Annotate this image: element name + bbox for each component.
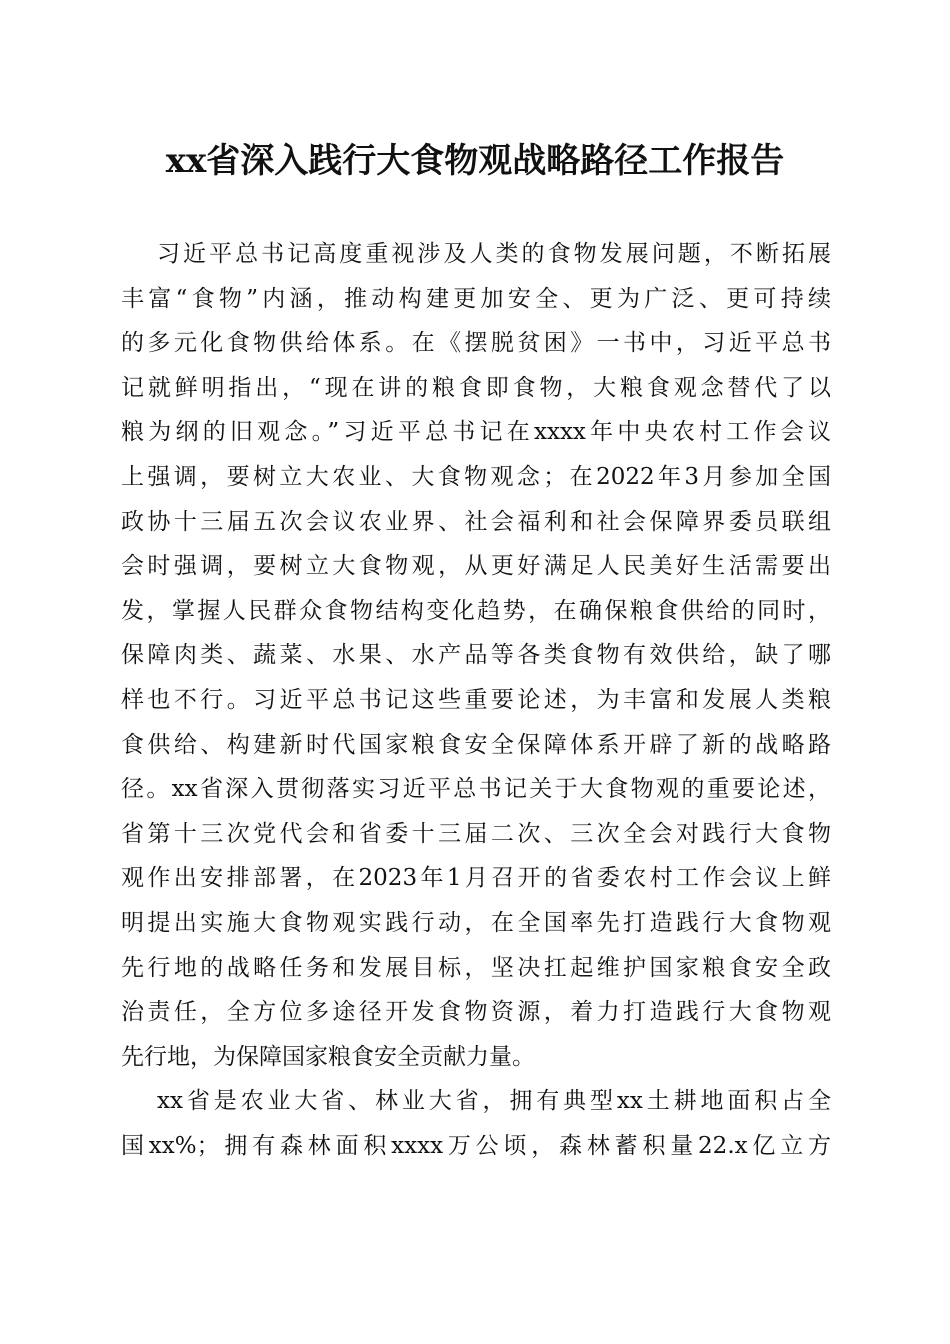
paragraph-1-line: 习近平总书记高度重视涉及人类的食物发展问题，不断拓展 xyxy=(157,241,831,267)
document-body xyxy=(121,232,831,1168)
paragraph-1-line: 观作出安排部署，在2023年1月召开的省委农村工作会议上鲜 xyxy=(121,865,831,892)
paragraph-1-line: 先行地，为保障国家粮食安全贡献力量。 xyxy=(121,1043,535,1070)
document-title: xx省深入践行大食物观战略路径工作报告 xyxy=(165,141,785,181)
paragraph-1-line: 的多元化食物供给体系。在《摆脱贫困》一书中，习近平总书 xyxy=(121,330,831,357)
paragraph-1-line: 治责任，全方位多途径开发食物资源，着力打造践行大食物观 xyxy=(121,999,831,1026)
paragraph-1-line: 上强调，要树立大农业、大食物观念；在2022年3月参加全国 xyxy=(121,463,831,490)
paragraph-1-line: 会时强调，要树立大食物观，从更好满足人民美好生活需要出 xyxy=(121,553,831,580)
paragraph-1-line: 样也不行。习近平总书记这些重要论述，为丰富和发展人类粮 xyxy=(121,686,831,713)
paragraph-1-line: 政协十三届五次会议农业界、社会福利和社会保障界委员联组 xyxy=(121,508,831,535)
paragraph-1-line: 丰富“食物”内涵，推动构建更加安全、更为广泛、更可持续 xyxy=(121,285,831,312)
paragraph-1-line: 明提出实施大食物观实践行动，在全国率先打造践行大食物观 xyxy=(121,909,831,936)
paragraph-1-line: 食供给、构建新时代国家粮食安全保障体系开辟了新的战略路 xyxy=(121,731,831,758)
paragraph-1-line: 径。xx省深入贯彻落实习近平总书记关于大食物观的重要论述， xyxy=(121,776,831,803)
paragraph-1-line: 保障肉类、蔬菜、水果、水产品等各类食物有效供给，缺了哪 xyxy=(121,642,831,669)
paragraph-2-line: xx省是农业大省、林业大省，拥有典型xx土耕地面积占全 xyxy=(157,1088,831,1115)
paragraph-2-line: 国xx%；拥有森林面积xxxx万公顷，森林蓄积量22.x亿立方 xyxy=(121,1132,831,1159)
paragraph-1-line: 先行地的战略任务和发展目标，坚决扛起维护国家粮食安全政 xyxy=(121,954,831,981)
paragraph-1-line: 省第十三次党代会和省委十三届二次、三次全会对践行大食物 xyxy=(121,820,831,847)
paragraph-1-line: 粮为纲的旧观念。”习近平总书记在xxxx年中央农村工作会议 xyxy=(121,419,831,446)
paragraph-1-line: 发，掌握人民群众食物结构变化趋势，在确保粮食供给的同时， xyxy=(121,597,831,624)
paragraph-1-line: 记就鲜明指出，“现在讲的粮食即食物，大粮食观念替代了以 xyxy=(121,374,831,401)
